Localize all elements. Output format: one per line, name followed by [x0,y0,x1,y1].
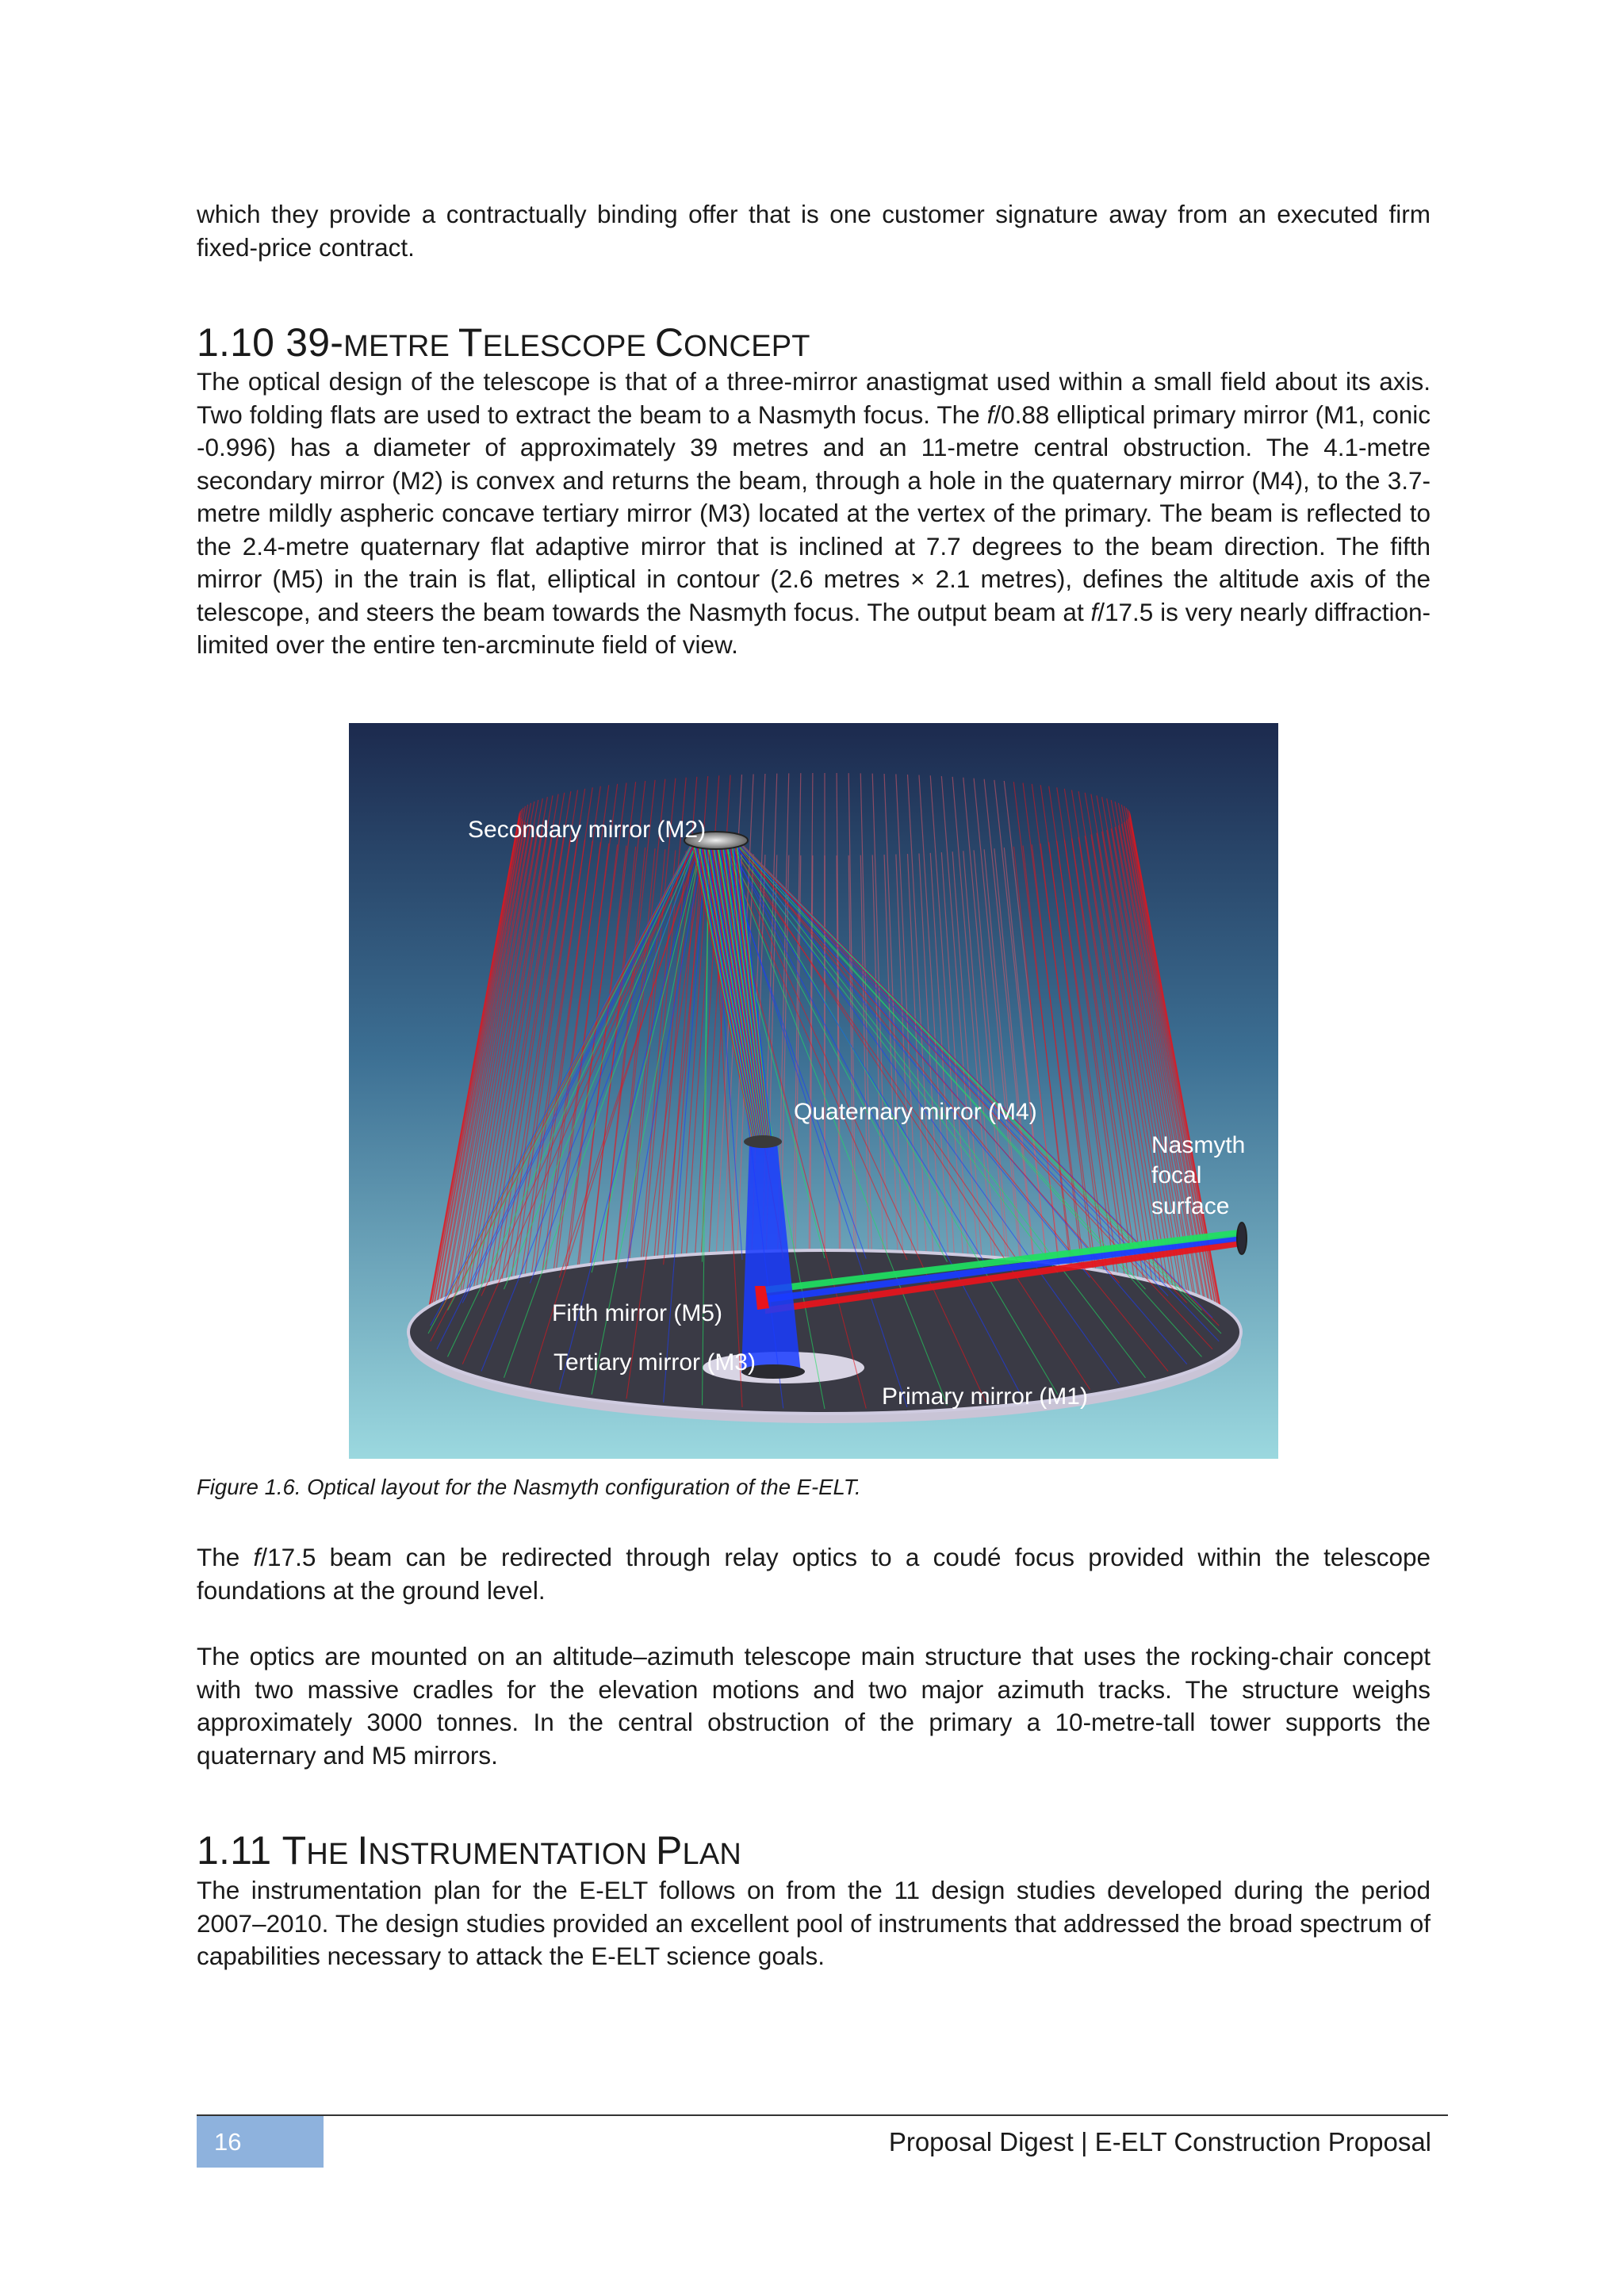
f-number-italic: f [986,400,994,429]
intro-text: which they provide a contractually binding offer that is one customer signature away from an executed firm fixed-price contract. [197,200,1431,262]
structure-paragraph [197,1640,1431,1772]
nasmyth-focal-surface [1237,1223,1247,1254]
instrumentation-text: The instrumentation plan for the E-ELT follows on from the 11 design studies developed during the period 2007–2010. The design studies provided an excellent pool of instruments that addressed the broad spectrum of capabilities necessary to attack the E-ELT science goals. [197,1876,1431,1970]
title-part: NSTRUMENTATION [368,1838,656,1871]
quaternary-mirror-m4 [744,1135,782,1148]
optical-layout-figure [349,723,1278,1459]
coude-text [197,1541,1431,1607]
section-number: 1.10 [197,320,275,365]
label-quaternary-mirror: Quaternary mirror (M4) [794,1099,1037,1125]
footer-title: Proposal Digest | E-ELT Construction Proposal [888,2127,1431,2156]
title-part: HE [306,1838,358,1871]
section-heading-1-10 [197,320,810,369]
f-number-italic: f [253,1543,261,1571]
structure-text: The optics are mounted on an altitude–azimuth telescope main structure that uses the rocking-chair concept with two massive cradles for the elevation motions and two major azimuth tracks. The structure weighs approximately 3000 tonnes. In the central obstruction of the primary a 10-metre-tall tower supports the quaternary and M5 mirrors. [197,1642,1431,1770]
label-nasmyth-1: Nasmyth [1151,1132,1246,1158]
label-secondary-mirror: Secondary mirror (M2) [468,817,707,843]
optical-layout-diagram [349,723,1278,1459]
coude-paragraph [197,1541,1431,1607]
text-run: The [197,1543,254,1571]
title-part: P [655,1828,683,1873]
intro-paragraph [197,198,1431,264]
section-number: 1.11 [197,1828,272,1873]
label-primary-mirror: Primary mirror (M1) [882,1383,1088,1410]
label-fifth-mirror: Fifth mirror (M5) [552,1300,722,1326]
title-part: METRE [343,330,458,363]
figure-caption: Figure 1.6. Optical layout for the Nasmyth configuration of the E-ELT. [197,1475,861,1499]
text-run: /17.5 is very nearly diffraction-limited over the entire ten-arcminute field of view. [197,597,1431,659]
title-part: ONCEPT [684,330,810,363]
page-number: 16 [197,2116,324,2168]
instrumentation-paragraph [197,1874,1431,1973]
title-part: C [654,320,684,365]
section-1-10-paragraph [197,365,1431,662]
text-run: /0.88 elliptical primary mirror (M1, conic -0.996) has a diameter of approximately 39 metres and an 11-metre central obstruction. The 4.1-metre secondary mirror (M2) is convex and returns the beam, through a hole in the quaternary mirror (M4), to the 3.7-metre mildly aspheric concave tertiary mirror (M3) located at the vertex of the primary. The beam is reflected to the 2.4-metre quaternary flat adaptive mirror that is inclined at 7.7 degrees to the beam direction. The fifth mirror (M5) in the train is flat, elliptical in contour (2.6 metres × 2.1 metres), defines the altitude axis of the telescope, and steers the beam towards the Nasmyth focus. The output beam at [197,400,1431,626]
label-nasmyth-3: surface [1151,1193,1230,1219]
text-run: /17.5 beam can be redirected through relay optics to a coudé focus provided within the telescope foundations at the ground level. [197,1543,1431,1605]
text-run: The optical design of the telescope is that of a three-mirror anastigmat used within a small field about its axis. Two folding flats are used to extract the beam to a Nasmyth focus. The [197,367,1431,429]
title-part: LAN [682,1838,742,1871]
title-part: 39- [285,320,344,365]
title-part: T [458,320,483,365]
label-tertiary-mirror: Tertiary mirror (M3) [553,1349,756,1376]
optical-design-text [197,365,1431,662]
f-number-italic: f [1090,597,1098,626]
title-part: ELESCOPE [482,330,655,363]
title-part: I [357,1828,369,1873]
section-heading-1-11 [197,1828,741,1877]
title-part: T [282,1828,307,1873]
label-nasmyth-2: focal [1151,1162,1202,1188]
